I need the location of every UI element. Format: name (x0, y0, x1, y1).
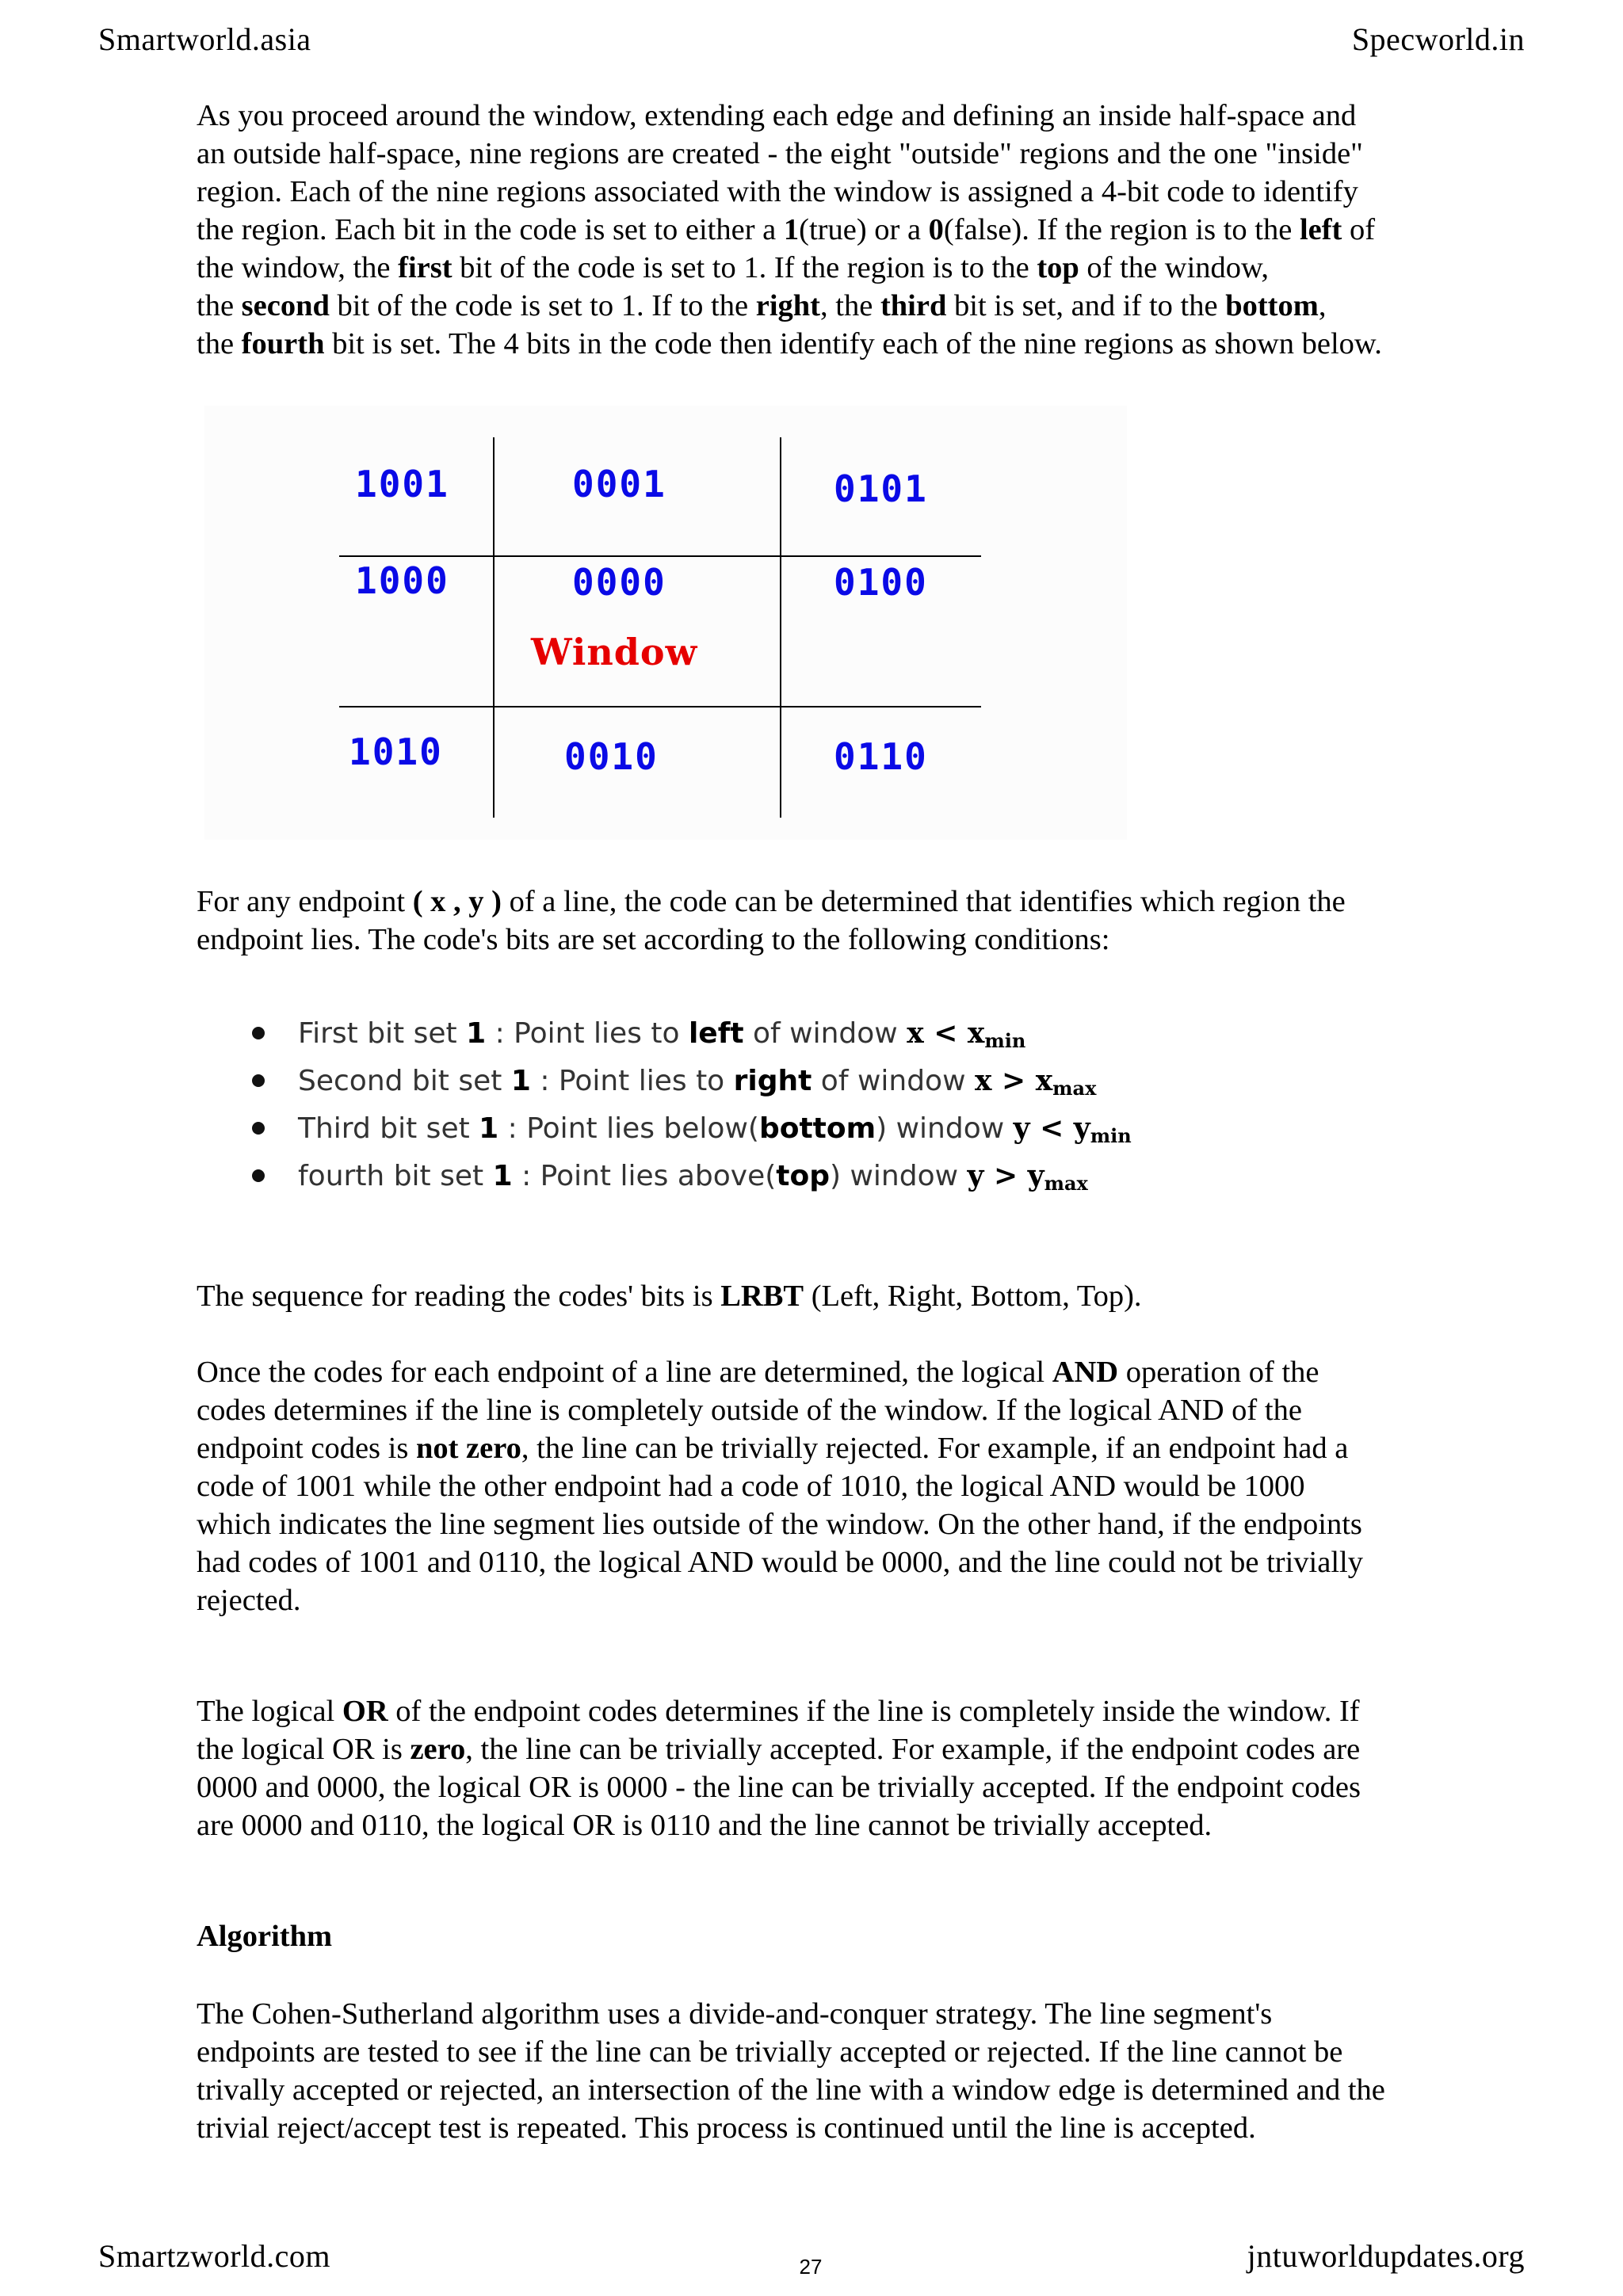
text-line: The logical OR of the endpoint codes determines if the line is completely inside the window. If (197, 1695, 1360, 1728)
text-line: As you proceed around the window, extending each edge and defining an inside half-space and (197, 99, 1357, 132)
text-line: region. Each of the nine regions associated with the window is assigned a 4-bit code to identify (197, 175, 1358, 208)
text-line: Once the codes for each endpoint of a line are determined, the logical AND operation of the (197, 1356, 1319, 1389)
region-code-mid-center: 0000 (572, 561, 666, 604)
text-line: which indicates the line segment lies outside of the window. On the other hand, if the endpoints (197, 1508, 1362, 1541)
window-label: Window (531, 631, 698, 673)
paragraph-endpoint-code (197, 883, 1480, 959)
text-line: trivial reject/accept test is repeated. This process is continued until the line is accepted. (197, 2111, 1256, 2145)
condition-formula: $y < y_{min}$ (1013, 1112, 1132, 1147)
header-left: Smartworld.asia (98, 21, 311, 57)
paragraph-logical-and (197, 1353, 1480, 1619)
region-code-mid-left: 1000 (355, 559, 449, 602)
region-code-top-right: 0101 (834, 467, 928, 510)
bullet-icon (252, 1169, 265, 1182)
page-number: 27 (799, 2255, 823, 2279)
text-line: are 0000 and 0110, the logical OR is 0110 and the line cannot be trivially accepted. (197, 1809, 1212, 1842)
region-code-top-center: 0001 (572, 463, 666, 505)
text-line: endpoints are tested to see if the line can be trivially accepted or rejected. If the line cannot be (197, 2035, 1343, 2069)
text-line: The sequence for reading the codes' bits is LRBT (Left, Right, Bottom, Top). (197, 1280, 1142, 1313)
region-code-bottom-center: 0010 (564, 735, 659, 778)
region-code-bottom-left: 1010 (349, 730, 443, 773)
text-line: endpoint codes is not zero, the line can be trivially rejected. For example, if an endpoint had a (197, 1432, 1349, 1465)
text-line: the fourth bit is set. The 4 bits in the code then identify each of the nine regions as shown below. (197, 327, 1382, 360)
bullet-icon (252, 1027, 265, 1039)
text-line: For any endpoint ( x , y ) of a line, the code can be determined that identifies which region the (197, 885, 1346, 918)
condition-item: Third bit set 1 : Point lies below(bottom) window $y < y_{min}$ (247, 1104, 1132, 1152)
condition-formula: $x > x_{max}$ (974, 1064, 1097, 1100)
section-heading-algorithm: Algorithm (197, 1920, 333, 1953)
condition-formula: $x < x_{min}$ (907, 1016, 1026, 1052)
text-line: an outside half-space, nine regions are created - the eight "outside" regions and the one "inside" (197, 137, 1363, 170)
text-line: rejected. (197, 1584, 301, 1617)
region-code-bottom-right: 0110 (834, 735, 928, 778)
footer-left: Smartzworld.com (98, 2238, 330, 2274)
paragraph-algorithm (197, 1995, 1480, 2147)
text-line: codes determines if the line is completely outside of the window. If the logical AND of the (197, 1394, 1302, 1427)
condition-item: fourth bit set 1 : Point lies above(top) window $y > y_{max}$ (247, 1152, 1132, 1199)
region-code-mid-right: 0100 (834, 561, 928, 604)
text-line: 0000 and 0000, the logical OR is 0000 - the line can be trivially accepted. If the endpoint codes (197, 1771, 1361, 1804)
paragraph-lrbt (197, 1277, 1480, 1315)
region-code-top-left: 1001 (355, 463, 449, 505)
region-code-diagram (204, 406, 1127, 840)
text-line: the second bit of the code is set to 1. If to the right, the third bit is set, and if to the bottom, (197, 289, 1327, 322)
text-line: endpoint lies. The code's bits are set according to the following conditions: (197, 923, 1110, 956)
condition-formula: $y > y_{max}$ (967, 1159, 1088, 1195)
text-line: the region. Each bit in the code is set to either a 1(true) or a 0(false). If the region is to the left of (197, 213, 1376, 246)
condition-item: First bit set 1 : Point lies to left of window $x < x_{min}$ (247, 1009, 1132, 1057)
condition-item: Second bit set 1 : Point lies to right of window $x > x_{max}$ (247, 1057, 1132, 1104)
text-line: the window, the first bit of the code is set to 1. If the region is to the top of the window, (197, 251, 1269, 284)
bullet-icon (252, 1122, 265, 1135)
footer-right: jntuworldupdates.org (1247, 2238, 1525, 2274)
text-line: code of 1001 while the other endpoint had a code of 1010, the logical AND would be 1000 (197, 1470, 1305, 1503)
text-line: the logical OR is zero, the line can be trivially accepted. For example, if the endpoint codes are (197, 1733, 1361, 1766)
text-line: The Cohen-Sutherland algorithm uses a divide-and-conquer strategy. The line segment's (197, 1997, 1273, 2031)
bit-conditions-list (247, 1009, 1132, 1199)
header-right: Specworld.in (1351, 21, 1525, 57)
text-line: had codes of 1001 and 0110, the logical AND would be 0000, and the line could not be trivially (197, 1546, 1363, 1579)
paragraph-region-codes (197, 97, 1480, 363)
text-line: trivally accepted or rejected, an intersection of the line with a window edge is determined and the (197, 2073, 1385, 2107)
paragraph-logical-or (197, 1692, 1480, 1844)
bullet-icon (252, 1074, 265, 1087)
